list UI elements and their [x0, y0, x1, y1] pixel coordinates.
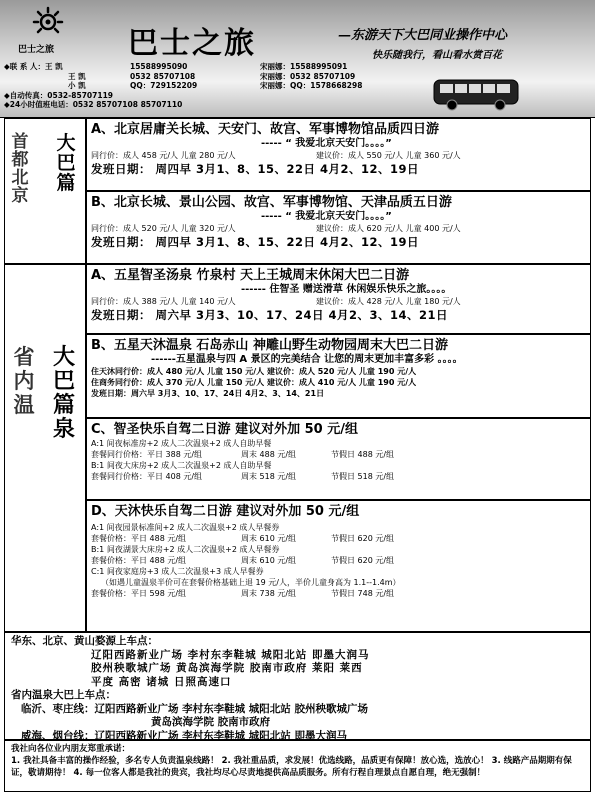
package-prices: 套餐同行价格：平日 408 元/组 周末 518 元/组 节假日 518 元/组: [91, 472, 395, 481]
departure-dates: 发班日期：周六早 3月3、10、17、24日 4月2、3、14、21日: [91, 389, 325, 398]
sidebar-char: 都: [11, 150, 29, 170]
sidebar-char: 篇: [56, 172, 76, 194]
tour-quote: ------ 住智圣 赠送滑草 休闲娱乐快乐之旅。。。。: [241, 284, 452, 295]
package-option: C:1 间夜家庭房+3 成人二次温泉+3 成人早餐券: [91, 567, 264, 576]
sidebar-char: 巴: [53, 368, 76, 394]
tour-title: A、北京居庸关长城、天安门、故宫、军事博物馆品质四日游: [91, 122, 440, 137]
boarding-line: 威海、烟台线：辽阳西路新业广场 李村东李鞋城 城阳北站 即墨大润马: [21, 729, 347, 742]
notice-heading: 我社向各位业内朋友郑重承诺：: [11, 744, 131, 754]
package-prices: 套餐价格：平日 488 元/组 周末 610 元/组 节假日 620 元/组: [91, 534, 395, 543]
tour-section-d: [86, 334, 591, 418]
boarding-heading: 省内温泉大巴上车点：: [11, 689, 116, 701]
tour-title: D、天沐快乐自驾二日游 建议对外加 50 元/组: [91, 504, 360, 519]
sidebar-char: 内: [13, 368, 35, 393]
boarding-heading: 华东、北京、黄山婺源上车点：: [11, 635, 158, 647]
notice-text: 1. 我社具备丰富的操作经验，多名专人负责温泉线路！ 2. 我社重品质，求发展！优选线路，品质更有保障！放心选，选放心！ 3. 线路产品期期有保证，敬请期待！ 4. 每一位客人都是我社的贵宾，我社均尽心尽责地提供高品质服务。所有行程自理景点自愿自理，绝无强制！: [11, 756, 572, 778]
boarding-line: 胶州秧歌城广场 黄岛滨海学院 胶南市政府 莱阳 莱西: [91, 662, 363, 674]
slogan-secondary: 快乐随我行，看山看水赏百花: [372, 50, 502, 61]
header-banner: [0, 0, 595, 118]
bus-icon: [432, 76, 520, 112]
sidebar-char: 大: [56, 132, 76, 154]
tour-section-c: [86, 264, 591, 334]
package-prices: 套餐价格：平日 488 元/组 周末 610 元/组 节假日 620 元/组: [91, 556, 395, 565]
commitment-notice: [4, 740, 591, 792]
package-prices: 套餐价格：平日 598 元/组 周末 738 元/组 节假日 748 元/组: [91, 589, 395, 598]
sidebar-char: 泉: [53, 416, 76, 442]
boarding-line: 平度 高密 诸城 日照高速口: [91, 675, 232, 688]
contact-row: ◆联 系 人：王 凯 15588995090 宋丽娜：15588995091: [4, 62, 348, 71]
tour-quote: ------五星温泉与四 A 景区的完美结合 让您的周末更加丰富多彩 。。。。: [151, 354, 463, 365]
boarding-line: 黄岛滨海学院 胶南市政府: [151, 716, 271, 728]
package-option: A:1 间夜标准房+2 成人二次温泉+2 成人自助早餐: [91, 439, 272, 448]
sidebar-char: 大: [53, 344, 76, 370]
logo-text: 巴士之旅: [18, 45, 55, 55]
tour-prices: 同行价：成人 458 元/人 儿童 280 元/人 建议价：成人 550 元/人 儿童 360 元/人: [91, 151, 461, 160]
tour-prices: 同行价：成人 520 元/人 儿童 320 元/人 建议价：成人 620 元/人 儿童 400 元/人: [91, 224, 461, 233]
tour-title: A、五星智圣汤泉 竹泉村 天上王城周末休闲大巴二日游: [91, 268, 410, 283]
price-line: 住商务同行价：成人 370 元/人 儿童 150 元/人 建议价：成人 410 元/人 儿童 190 元/人: [91, 378, 417, 387]
tour-title: B、五星天沐温泉 石岛赤山 神雕山野生动物园周末大巴二日游: [91, 338, 448, 353]
departure-dates: 发班日期： 周四早 3月1、8、15、22日 4月2、12、19日: [91, 162, 420, 176]
boarding-points: [4, 632, 591, 740]
package-option: B:1 间夜大床房+2 成人二次温泉+2 成人自助早餐: [91, 461, 272, 470]
sidebar-char: 篇: [53, 392, 76, 418]
contact-row: ◆24小时值班电话： 0532 85707108 85707110: [4, 100, 183, 110]
tour-quote: ----- “ 我爱北京天安门。。。。”: [261, 138, 392, 149]
tour-section-f: [86, 500, 591, 632]
tour-title: C、智圣快乐自驾二日游 建议对外加 50 元/组: [91, 422, 358, 437]
child-price-note: （如遇儿童温泉半价可在套餐价格基础上退 19 元/人，半价儿童身高为 1.1--1.4m）: [101, 578, 401, 587]
tour-section-a: [86, 118, 591, 191]
contact-row: 小 凯 QQ：729152209 宋丽娜：QQ：1578668298: [68, 81, 363, 91]
sidebar-char: 巴: [56, 152, 76, 174]
boarding-line: 辽阳西路新业广场 李村东李鞋城 城阳北站 即墨大润马: [91, 648, 370, 661]
sidebar-capital: [4, 118, 86, 264]
contact-row: ◆自动传真： 0532-85707119: [4, 90, 114, 100]
tour-quote: ----- “ 我爱北京天安门。。。。”: [261, 211, 392, 222]
slogan-primary: —东游天下大巴同业操作中心: [338, 28, 508, 43]
tour-section-b: [86, 191, 591, 264]
price-line: 住天沐同行价：成人 480 元/人 儿童 150 元/人 建议价：成人 520 元/人 儿童 190 元/人: [91, 367, 417, 376]
sidebar-char: 省: [13, 344, 35, 369]
sidebar-char: 京: [11, 186, 29, 206]
contact-row: 王 凯 0532 85707108 宋丽娜：0532 85707109: [68, 71, 356, 81]
boarding-line: 临沂、枣庄线：辽阳西路新业广场 李村东李鞋城 城阳北站 胶州秧歌城广场: [21, 702, 368, 715]
sidebar-char: 北: [11, 168, 29, 188]
brand-title: 巴士之旅: [128, 26, 256, 61]
contact-list: [4, 62, 362, 110]
package-option: B:1 间夜湖景大床房+2 成人二次温泉+2 成人早餐券: [91, 545, 280, 554]
sidebar-char: 首: [11, 132, 29, 152]
tour-section-e: [86, 418, 591, 500]
departure-dates: 发班日期： 周六早 3月3、10、17、24日 4月2、3、14、21日: [91, 308, 449, 322]
package-prices: 套餐同行价格：平日 388 元/组 周末 488 元/组 节假日 488 元/组: [91, 450, 395, 459]
tour-title: B、北京长城、景山公园、故宫、军事博物馆、天津品质五日游: [91, 195, 452, 210]
sun-logo-icon: [28, 6, 68, 42]
tour-prices: 同行价：成人 388 元/人 儿童 140 元/人 建议价：成人 428 元/人 儿童 180 元/人: [91, 297, 461, 306]
package-option: A:1 间夜园景标准间+2 成人二次温泉+2 成人早餐券: [91, 523, 280, 532]
departure-dates: 发班日期： 周四早 3月1、8、15、22日 4月2、12、19日: [91, 235, 420, 249]
sidebar-char: 温: [13, 392, 35, 417]
sidebar-local: [4, 264, 86, 632]
